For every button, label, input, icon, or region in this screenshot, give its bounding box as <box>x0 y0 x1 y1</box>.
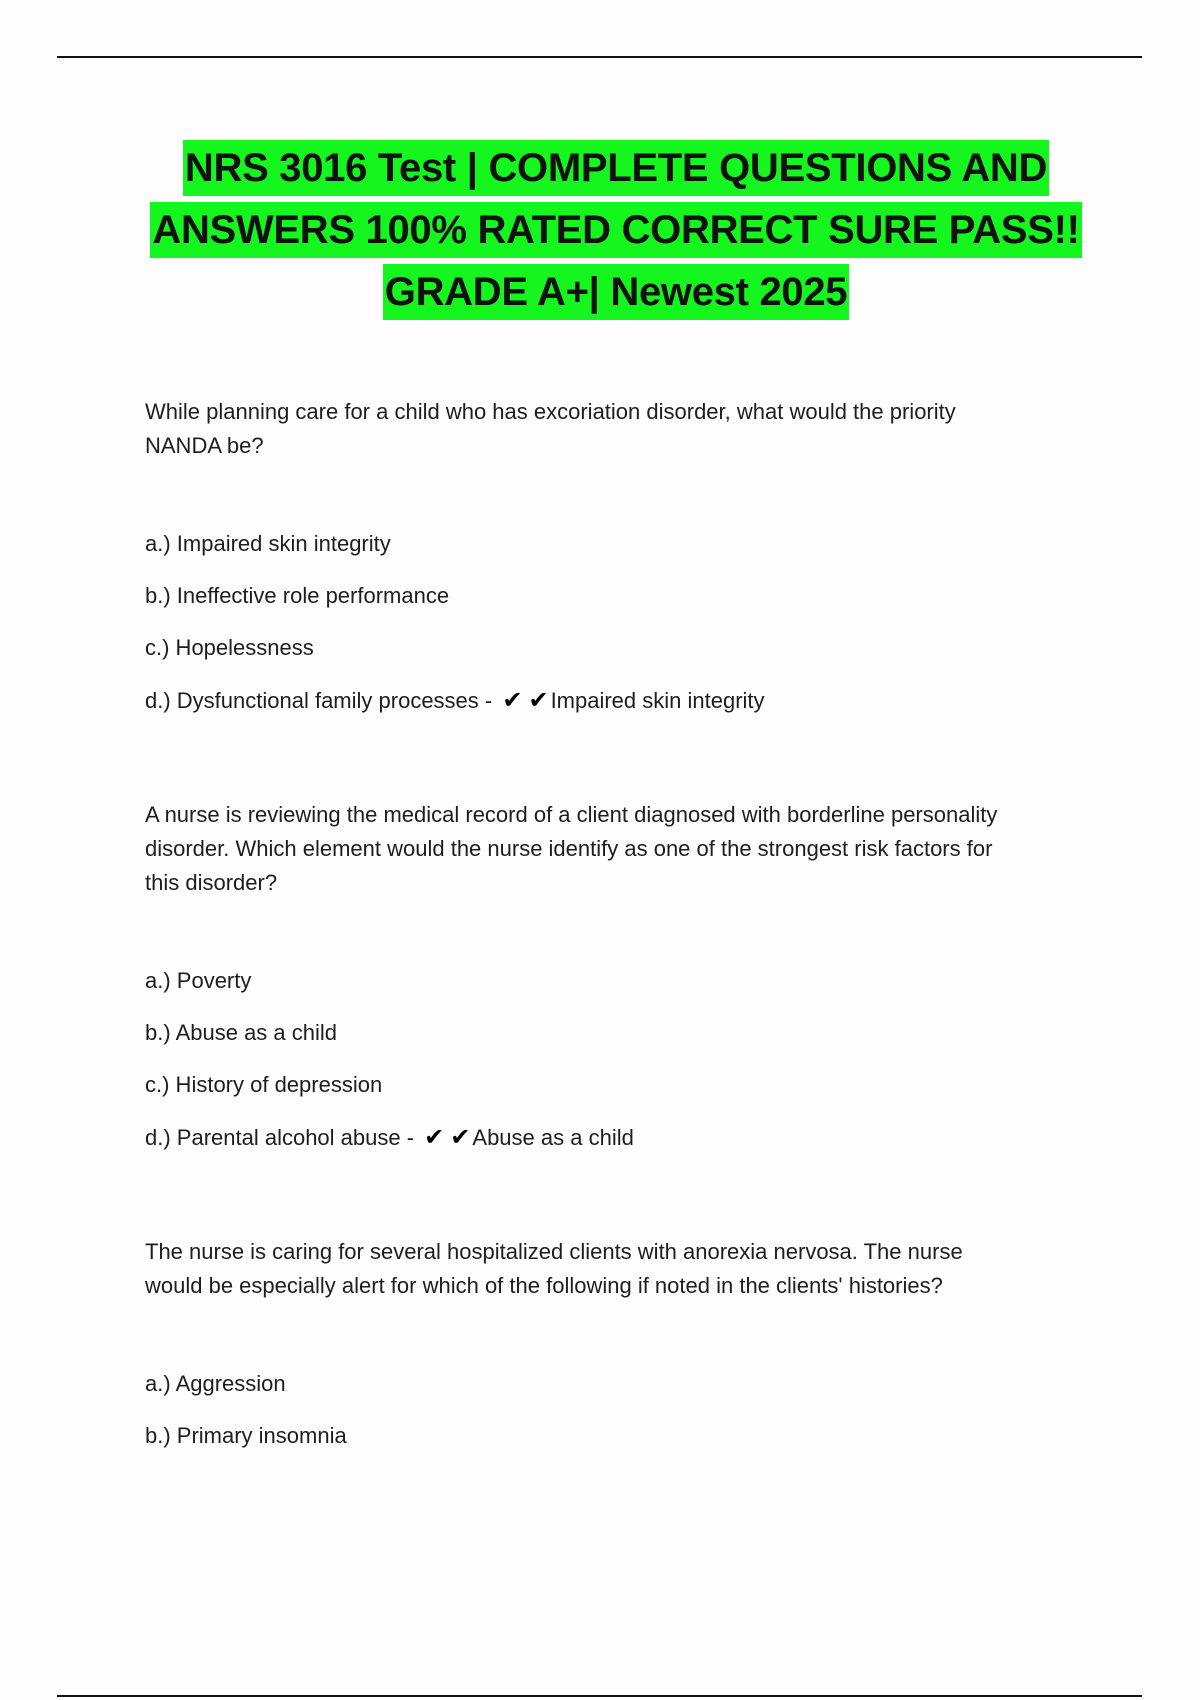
checkmark-icon: ✔ <box>450 1123 471 1151</box>
answer-text: Abuse as a child <box>472 1125 634 1150</box>
option-b: b.) Ineffective role performance <box>145 583 450 608</box>
option-a: a.) Impaired skin integrity <box>145 531 391 556</box>
question-block-2 <box>145 798 1095 1155</box>
option-a: a.) Poverty <box>145 968 252 993</box>
option-b: b.) Primary insomnia <box>145 1423 347 1448</box>
checkmark-icon: ✔ <box>424 1123 445 1151</box>
question-text: While planning care for a child who has excoriation disorder, what would the priority NANDA be? <box>145 399 956 458</box>
option-c: c.) Hopelessness <box>145 635 314 660</box>
question-block-3 <box>145 1235 1095 1453</box>
question-block-1 <box>145 395 1095 718</box>
answer-text: Impaired skin integrity <box>550 688 765 713</box>
document-title <box>0 140 1200 326</box>
checkmark-icon: ✔ <box>502 686 523 714</box>
option-d: d.) Dysfunctional family processes - <box>145 688 499 713</box>
option-b: b.) Abuse as a child <box>145 1020 338 1045</box>
option-d: d.) Parental alcohol abuse - <box>145 1125 421 1150</box>
bottom-rule <box>57 1695 1142 1697</box>
option-a: a.) Aggression <box>145 1371 286 1396</box>
option-d-with-answer <box>145 1120 1095 1155</box>
option-d-with-answer <box>145 683 1095 718</box>
title-line-1: NRS 3016 Test | COMPLETE QUESTIONS AND <box>183 140 1049 196</box>
top-rule <box>57 56 1142 58</box>
title-line-3: GRADE A+| Newest 2025 <box>383 264 850 320</box>
question-text: The nurse is caring for several hospitalized clients with anorexia nervosa. The nurse would be especially alert for which of the following if noted in the clients' histories? <box>145 1239 963 1298</box>
question-text: A nurse is reviewing the medical record of a client diagnosed with borderline personality disorder. Which element would the nurse identify as one of the strongest risk factors for this disorder? <box>145 802 998 895</box>
questions-list <box>145 395 1095 1471</box>
title-line-2: ANSWERS 100% RATED CORRECT SURE PASS!! <box>150 202 1081 258</box>
checkmark-icon: ✔ <box>528 686 549 714</box>
option-c: c.) History of depression <box>145 1072 383 1097</box>
